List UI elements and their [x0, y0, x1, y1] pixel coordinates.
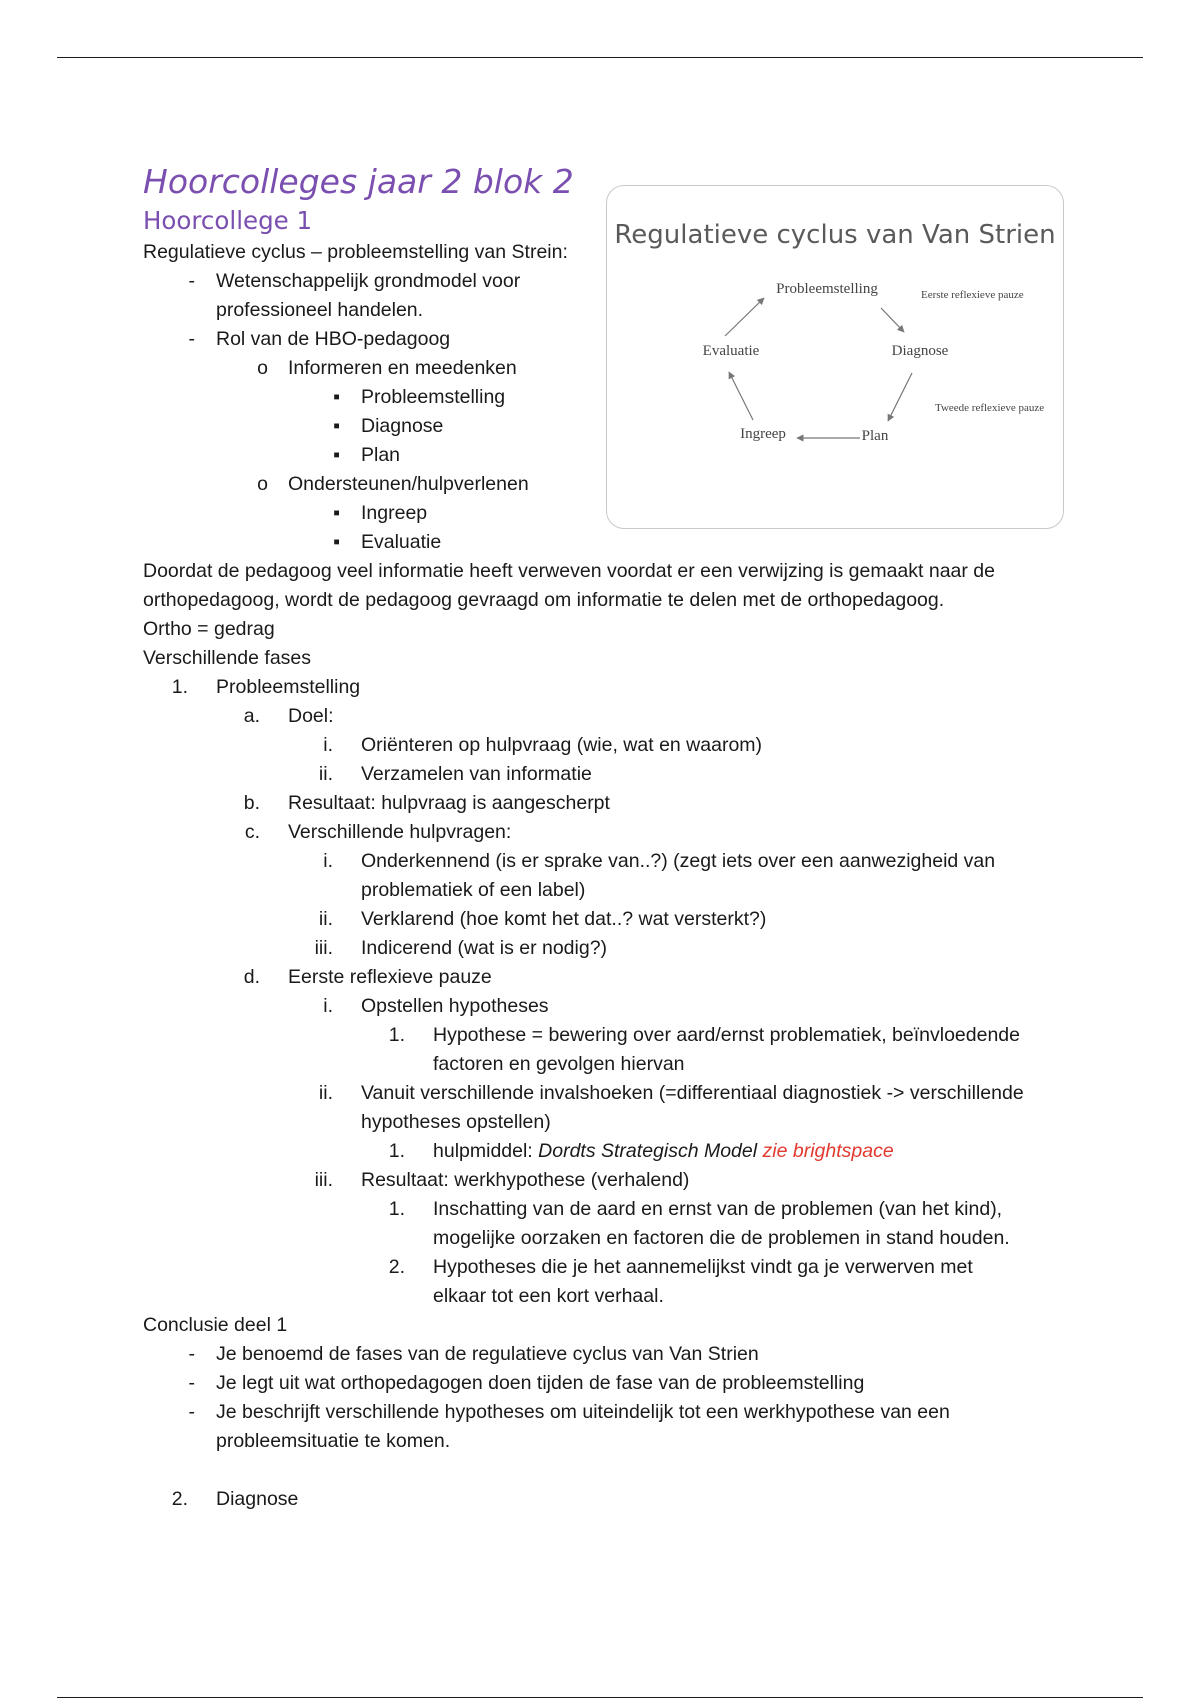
list-item: 1. Hypothese = bewering over aard/ernst problematiek, beïnvloedende	[388, 1024, 1020, 1046]
paragraph-line: orthopedagoog, wordt de pedagoog gevraagd om informatie te delen met de orthopedagoog.	[143, 589, 945, 611]
node-probleemstelling: Probleemstelling	[776, 281, 878, 297]
list-item: - Je legt uit wat orthopedagogen doen tijden de fase van de probleemstelling	[188, 1372, 865, 1394]
list-item: 2. Diagnose	[171, 1488, 299, 1510]
node-ingreep: Ingreep	[740, 426, 786, 442]
node-plan: Plan	[861, 428, 889, 444]
node-pauze1: Eerste reflexieve pauze	[921, 289, 1024, 301]
list-item: 1. Probleemstelling	[171, 676, 361, 698]
list-item: professioneel handelen.	[216, 299, 424, 321]
list-item: iii. Indicerend (wat is er nodig?)	[314, 937, 608, 959]
paragraph-line: Doordat de pedagoog veel informatie heeft verweven voordat er een verwijzing is gemaakt naar de	[143, 560, 996, 582]
list-item: ii. Verklarend (hoe komt het dat..? wat versterkt?)	[318, 908, 767, 930]
node-diagnose: Diagnose	[891, 343, 949, 359]
list-item: ▪ Ingreep	[333, 502, 428, 524]
node-pauze2: Tweede reflexieve pauze	[935, 402, 1045, 414]
list-item: i. Opstellen hypotheses	[323, 995, 549, 1017]
footer-rule	[57, 1697, 1143, 1698]
list-item: ii. Vanuit verschillende invalshoeken (=differentiaal diagnostiek -> verschillende	[318, 1082, 1024, 1104]
paragraph-line: Ortho = gedrag	[143, 618, 275, 640]
diagram-title: Regulatieve cyclus van Van Strien	[614, 220, 1056, 250]
arrow-evaluatie-probleemstelling	[725, 298, 764, 336]
list-item: o Ondersteunen/hulpverlenen	[257, 473, 529, 495]
list-item: a. Doel:	[243, 705, 334, 727]
cycle-diagram	[606, 185, 1064, 529]
list-item: ▪ Diagnose	[333, 415, 444, 437]
list-item: - Je beschrijft verschillende hypotheses om uiteindelijk tot een werkhypothese van een	[188, 1401, 950, 1423]
list-item: - Wetenschappelijk grondmodel voor	[188, 270, 521, 292]
highlight-note: zie brightspace	[762, 1140, 894, 1162]
blank-line	[143, 1456, 1063, 1485]
list-item: ▪ Plan	[333, 444, 401, 466]
node-evaluatie: Evaluatie	[702, 343, 760, 359]
list-item: c. Verschillende hulpvragen:	[244, 821, 512, 843]
list-item: ▪ Probleemstelling	[333, 386, 506, 408]
header-rule	[57, 57, 1143, 58]
paragraph-line: Verschillende fases	[143, 647, 312, 669]
section-heading: Hoorcollege 1	[143, 206, 313, 235]
page-title: Hoorcolleges jaar 2 blok 2	[143, 162, 574, 201]
list-item: i. Oriënteren op hulpvraag (wie, wat en waarom)	[323, 734, 763, 756]
list-item: factoren en gevolgen hiervan	[433, 1053, 685, 1075]
list-item: 1. hulpmiddel: Dordts Strategisch Model zie brightspace	[388, 1140, 894, 1162]
list-item: 1. Inschatting van de aard en ernst van de problemen (van het kind),	[388, 1198, 1003, 1220]
cycle-diagram-graphic	[607, 186, 1063, 528]
list-item: problematiek of een label)	[361, 879, 586, 901]
list-item: b. Resultaat: hulpvraag is aangescherpt	[243, 792, 610, 814]
list-item: mogelijke oorzaken en factoren die de problemen in stand houden.	[433, 1227, 1010, 1249]
paragraph-line: Conclusie deel 1	[143, 1314, 288, 1336]
arrow-probleemstelling-diagnose	[881, 308, 904, 332]
intro-line: Regulatieve cyclus – probleemstelling van Strein:	[143, 241, 568, 263]
list-item: probleemsituatie te komen.	[216, 1430, 451, 1452]
list-item: - Rol van de HBO-pedagoog	[188, 328, 451, 350]
list-item: ▪ Evaluatie	[333, 531, 442, 553]
list-item: i. Onderkennend (is er sprake van..?) (zegt iets over een aanwezigheid van	[323, 850, 996, 872]
list-item: 2. Hypotheses die je het aannemelijkst vindt ga je verwerven met	[388, 1256, 973, 1278]
list-item: d. Eerste reflexieve pauze	[243, 966, 492, 988]
list-item: o Informeren en meedenken	[257, 357, 517, 379]
list-item: ii. Verzamelen van informatie	[318, 763, 592, 785]
arrow-diagnose-plan	[888, 373, 912, 421]
list-item: hypotheses opstellen)	[361, 1111, 551, 1133]
list-item: - Je benoemd de fases van de regulatieve cyclus van Van Strien	[188, 1343, 759, 1365]
list-item: iii. Resultaat: werkhypothese (verhalend)	[314, 1169, 690, 1191]
list-item: elkaar tot een kort verhaal.	[433, 1285, 664, 1307]
arrow-ingreep-evaluatie	[729, 372, 753, 420]
